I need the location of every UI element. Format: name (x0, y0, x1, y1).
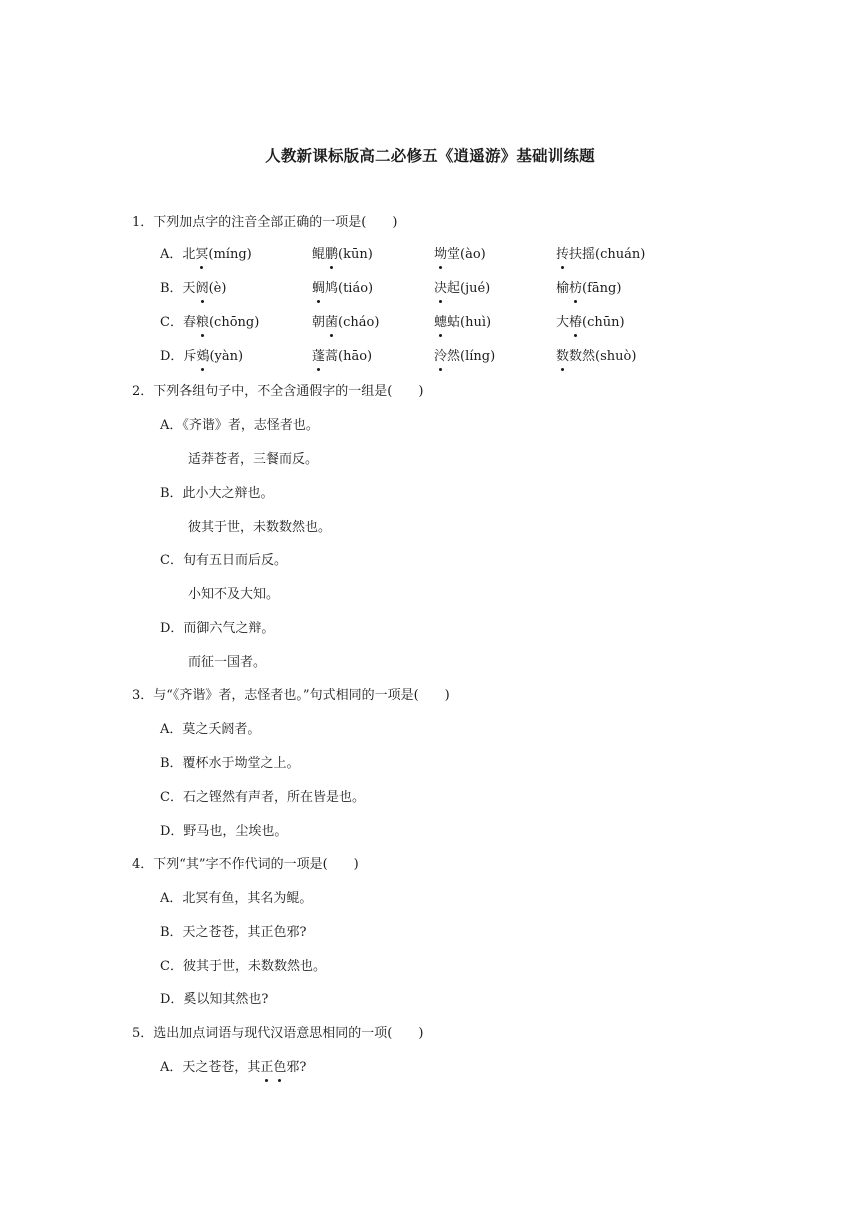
q1-option-a-item-1: A．北冥(míng) (160, 245, 252, 265)
q1-option-b-item-4: 榆枋(fāng) (556, 279, 621, 299)
q1-option-b-item-2: 蜩鸠(tiáo) (312, 279, 373, 299)
q1-option-a-item-4: 抟扶摇(chuán) (556, 245, 645, 265)
question-3-stem: 3．与“《齐谐》者，志怪者也。”句式相同的一项是( ) (132, 688, 450, 703)
document-title: 人教新课标版高二必修五《逍遥游》基础训练题 (265, 146, 595, 165)
q2-option-c-line-2: 小知不及大知。 (188, 587, 280, 602)
q1-option-d-item-1: D．斥鴳(yàn) (160, 347, 243, 367)
q2-option-a: A．《齐谐》者，志怪者也。 (160, 418, 319, 433)
q5-option-a: A．天之苍苍，其正色邪? (160, 1058, 306, 1078)
q3-option-d: D．野马也，尘埃也。 (160, 824, 288, 839)
q1-option-d-item-3: 泠然(líng) (434, 347, 495, 367)
q3-option-a: A．莫之夭阏者。 (160, 722, 261, 737)
question-2-stem: 2．下列各组句子中，不全含通假字的一组是( ) (132, 384, 424, 399)
q4-option-d: D．奚以知其然也? (160, 992, 269, 1007)
q2-option-a-line-2: 适莽苍者，三餐而反。 (188, 452, 319, 467)
q1-option-a-item-3: 坳堂(ào) (434, 245, 486, 265)
q1-option-c-item-4: 大椿(chūn) (556, 313, 625, 333)
q3-option-c: C．石之铿然有声者，所在皆是也。 (160, 790, 365, 805)
q1-option-c-item-1: C．春粮(chōng) (160, 313, 259, 333)
q1-option-b-item-1: B．天阏(è) (160, 279, 226, 299)
q4-option-a: A．北冥有鱼，其名为鲲。 (160, 891, 313, 906)
q1-option-d-item-4: 数数然(shuò) (556, 347, 636, 367)
q2-option-c: C．旬有五日而后反。 (160, 553, 287, 568)
q1-option-a-item-2: 鲲鹏(kūn) (312, 245, 373, 265)
q1-option-c-item-3: 蟪蛄(huì) (434, 313, 491, 333)
q4-option-c: C．彼其于世，未数数然也。 (160, 959, 326, 974)
q2-option-b-line-2: 彼其于世，未数数然也。 (188, 520, 332, 535)
question-1-stem: 1．下列加点字的注音全部正确的一项是( ) (132, 215, 398, 230)
q2-option-d-line-2: 而征一国者。 (188, 655, 267, 670)
q4-option-b: B．天之苍苍，其正色邪? (160, 925, 307, 940)
q1-option-b-item-3: 决起(jué) (434, 279, 490, 299)
q1-option-c-item-2: 朝菌(cháo) (312, 313, 379, 333)
q2-option-d: D．而御六气之辩。 (160, 621, 275, 636)
question-4-stem: 4．下列“其”字不作代词的一项是( ) (132, 857, 359, 872)
question-5-stem: 5．选出加点词语与现代汉语意思相同的一项( ) (132, 1026, 424, 1041)
q3-option-b: B．覆杯水于坳堂之上。 (160, 756, 300, 771)
q1-option-d-item-2: 蓬蒿(hāo) (312, 347, 372, 367)
q2-option-b: B．此小大之辩也。 (160, 486, 274, 501)
